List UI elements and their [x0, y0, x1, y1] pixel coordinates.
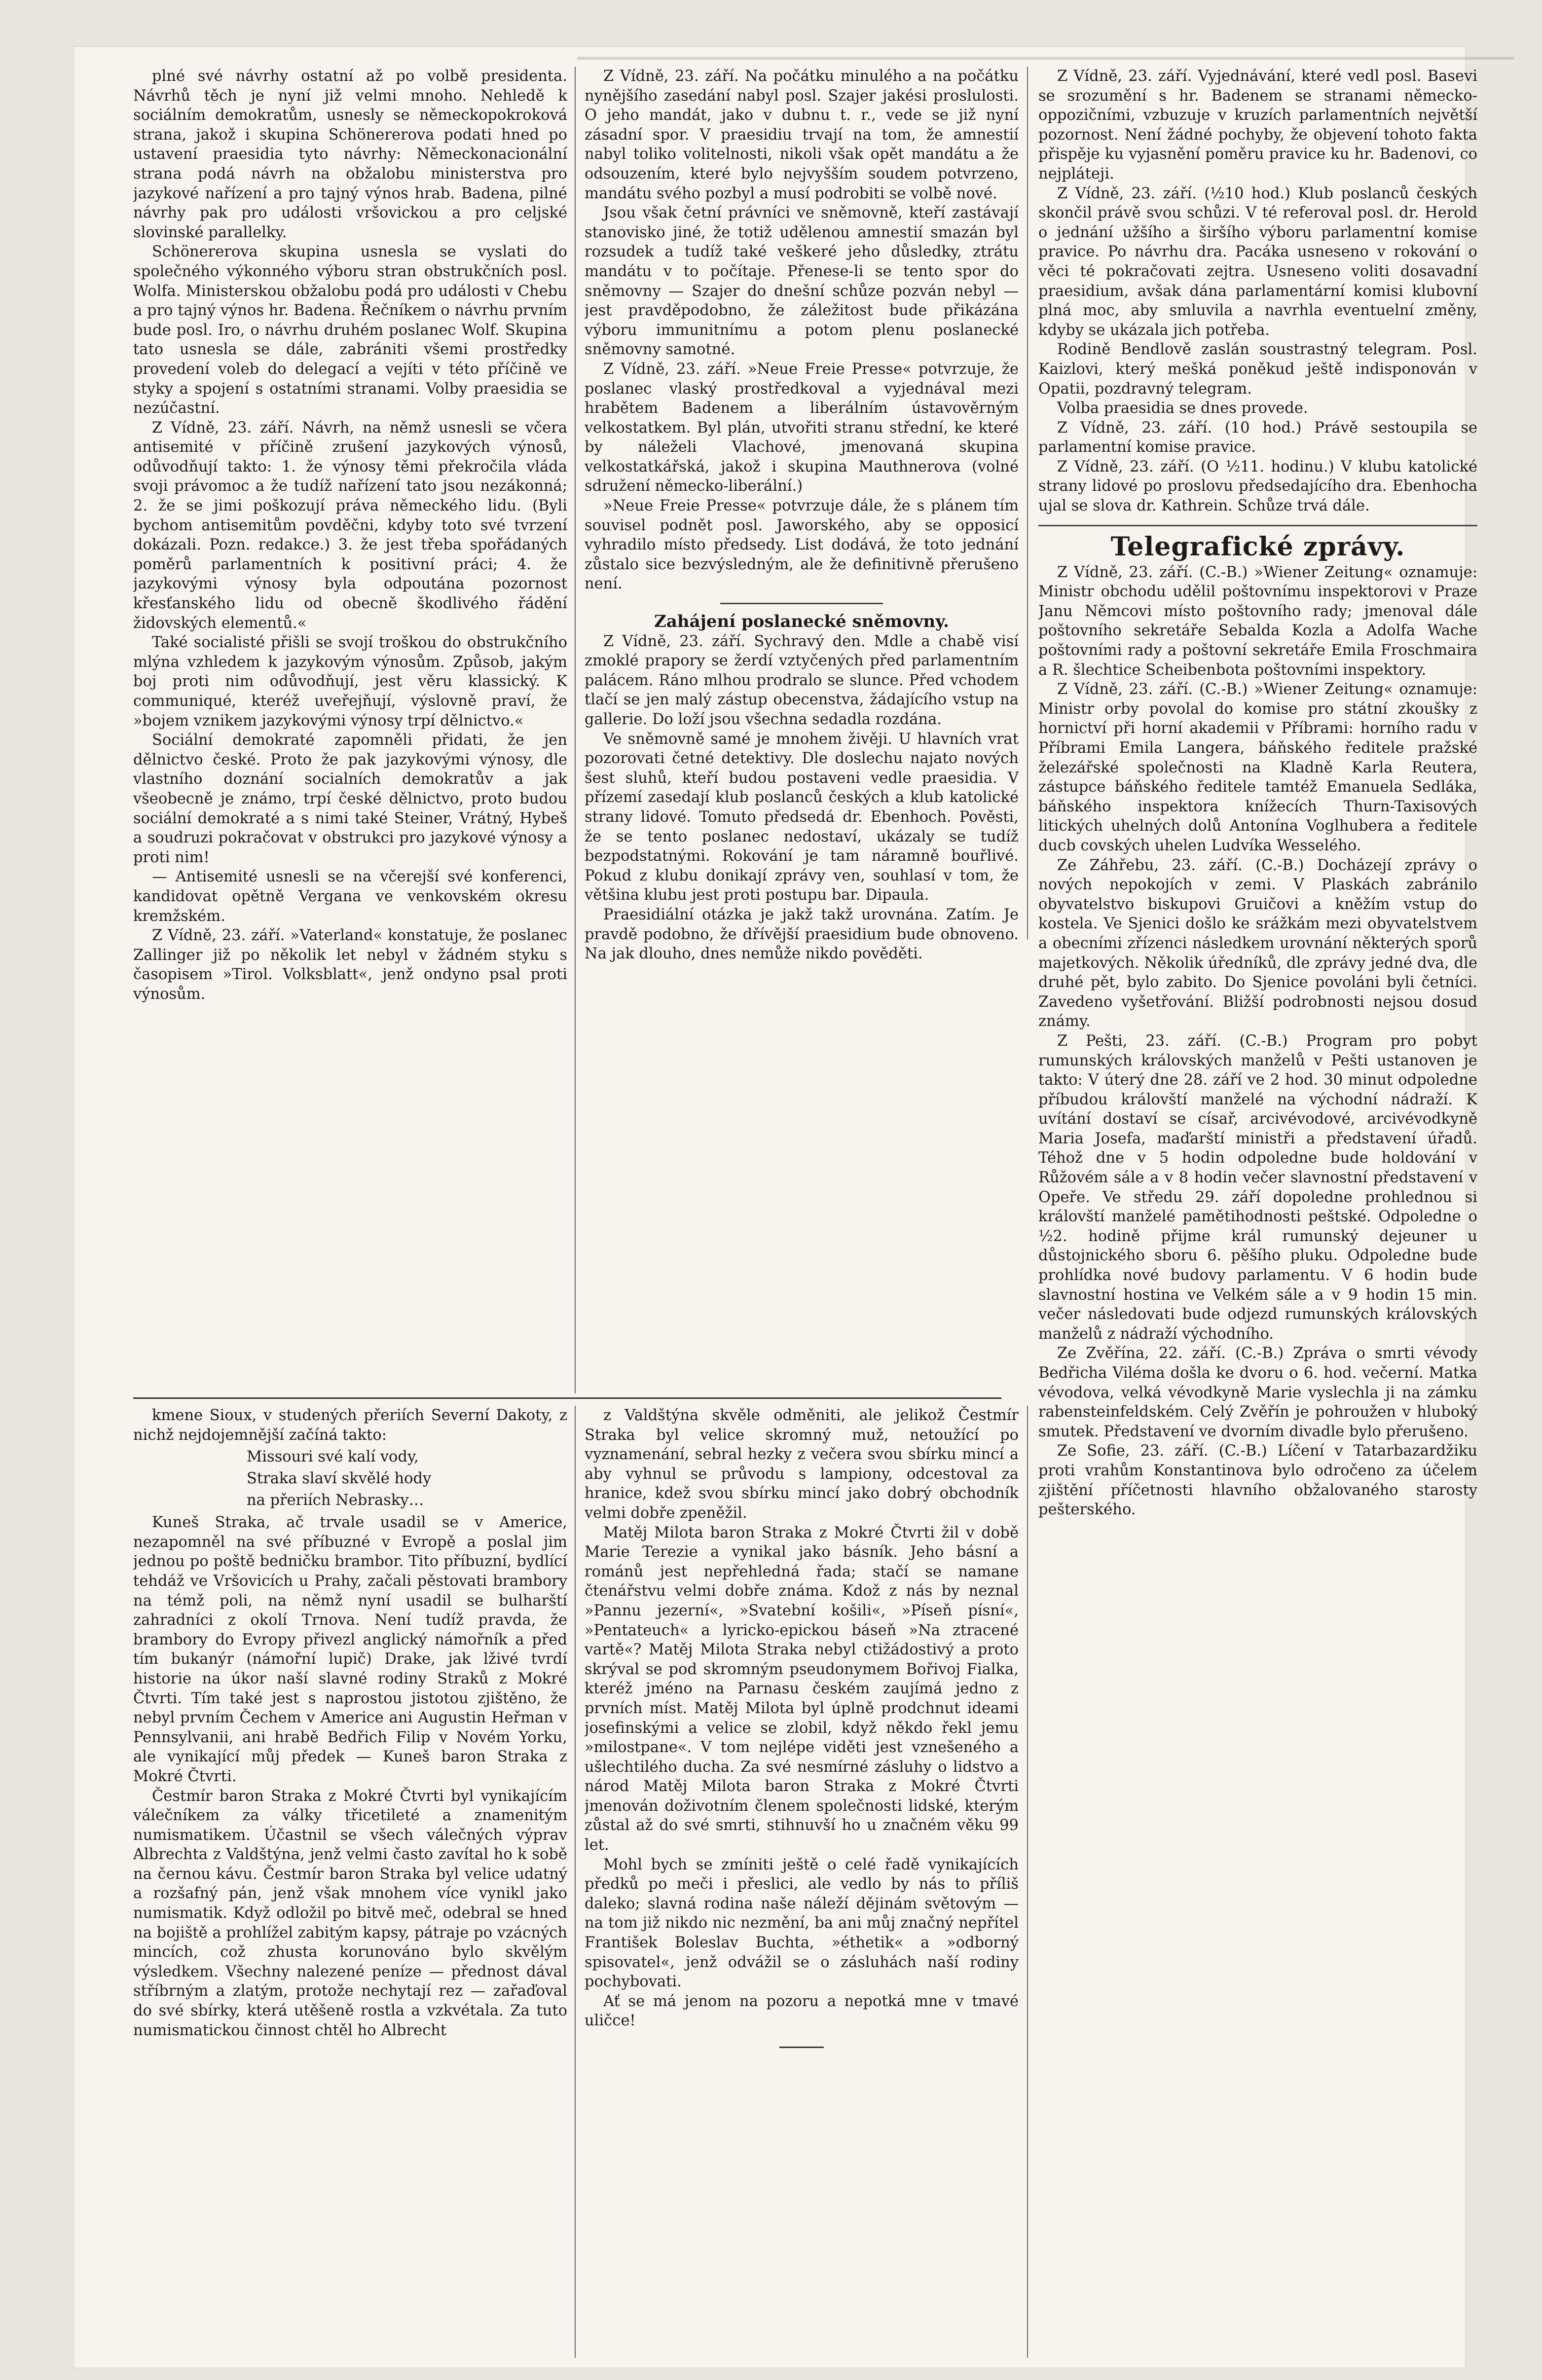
- feuilleton-divider: [133, 1397, 1001, 1399]
- article-paragraph: Sociální demokraté zapomněli přidati, že jen dělnictvo české. Proto že pak jazykovými výnosy, dle vlastního doznání socialních demokratův a jak všeobecně je známo, trpí české dělnictvo, proto budou sociální demokraté a s nimi také Steiner, Vrátný, Hybeš a soudruzi pokračovat v obstrukci pro jazykové výnosy a proti nim!: [133, 732, 567, 866]
- column-divider: [575, 67, 576, 1393]
- end-rule: [779, 2047, 824, 2048]
- telegraph-heading: Telegrafické zprávy.: [1110, 531, 1405, 562]
- article-paragraph: Z Vídně, 23. září. (½10 hod.) Klub poslanců českých skončil právě svou schůzi. V té referoval posl. dr. Herold o jednání užšího a širšího výboru parlamentní komise pravice. Po návrhu dra. Pacáka usneseno v rokování o věci té pokračovati zejtra. Usneseno voliti dosavadní praesidium, avšak dána parlamentární komisi klubovní plná moc, aby smluvila a navrhla eventuelní změny, kdyby se ukázala jich potřeba.: [1038, 184, 1477, 339]
- article-paragraph: Z Vídně, 23. září. »Vaterland« konstatuje, že poslanec Zallinger již po několik let nebyl v žádném styku s časopisem »Tirol. Volksblatt«, jenž ondyno psal proti výnosům.: [133, 927, 567, 1003]
- news-column-1: [133, 67, 567, 1004]
- article-paragraph: Matěj Milota baron Straka z Mokré Čtvrti žil v době Marie Terezie a vynikal jako básník. Jeho básní a románů jest nepřehledná řada; stačí se namane čtenářstvu velmi dobře známa. Kdož z nás by neznal »Pannu jezerní«, »Svatební košili«, »Píseň písní«, »Pentateuch« a lyricko-epickou báseň »Na ztracené vartě«? Matěj Milota Straka nebyl ctižádostivý a proto skrýval se pod skromným pseudonymem Bořivoj Fialka, kteréž jméno na Parnasu českém zaujímá jedno z prvních míst. Matěj Milota byl úplně prodchnut ideami josefinskými a velice se zlobil, když někdo řekl jemu »milostpane«. V tom nejlépe viděti jest vznešeného a ušlechtilého ducha. Za své nesmírné zásluhy o lidstvo a národ Matěj Milota baron Straka z Mokré Čtvrti jmenován doživotním členem společnosti lidské, kterým zůstal až do své smrti, stihnuvší ho u značném věku 99 let.: [585, 1524, 1019, 1854]
- section-rule: [1038, 525, 1477, 526]
- section-rule: [720, 603, 883, 604]
- article-paragraph: Praesidiální otázka je jakž takž urovnána. Zatím. Je pravdě podobno, že dřívější praesidium bude obnoveno. Na jak dlouho, dnes nemůže nikdo pověděti.: [585, 906, 1019, 963]
- article-paragraph: Také socialisté přišli se svojí troškou do obstrukčního mlýna vzhledem k jazykovým výnosům. Způsob, jakým boj proti nim odůvodňují, jest věru klassický. K communiqué, kteréž uveřejňují, výslovně praví, že »bojem vznikem jazykovými výnosy trpí dělnictvo.«: [133, 634, 567, 730]
- article-paragraph: Z Vídně, 23. září. (C.-B.) »Wiener Zeitung« oznamuje: Ministr obchodu udělil poštovnímu inspektorovi v Praze Janu Němcovi místo poštovního rady; jmenoval dále poštovního sekretáře Sebalda Kozla a Adolfa Wache poštovními rady a poštovní sekretáře Emila Froschmaira a R. šlechtice Scheibenbota poštovními inspektory.: [1038, 563, 1477, 679]
- article-paragraph: Z Vídně, 23. září. (10 hod.) Právě sestoupila se parlamentní komise pravice.: [1038, 419, 1477, 456]
- article-paragraph: Mohl bych se zmíniti ještě o celé řadě vynikajících předků po meči i přeslici, ale vedlo by nás to příliš daleko; slavná rodina naše náleží dějinám světovým — na tom již nikdo nic nezmění, ba ani můj značný nepřítel František Boleslav Buchta, »éthetik« a »odborný spisovatel«, jenž odvážil se o zásluhách naší rodiny pochybovati.: [585, 1856, 1019, 1991]
- article-paragraph: — Antisemité usnesli se na včerejší své konferenci, kandidovat opětně Vergana ve venkovském okresu kremžském.: [133, 868, 567, 925]
- article-paragraph: Z Pešti, 23. září. (C.-B.) Program pro pobyt rumunských královských manželů v Pešti ustanoven je takto: V úterý dne 28. září ve 2 hod. 30 minut odpoledne příbudou královští manželé na východní nádraží. K uvítání dostaví se císař, arcivévodové, arcivévodkyně Maria Josefa, maďarští ministři a představení úřadů. Téhož dne v 5 hodin odpoledne bude holdování v Růžovém sále a v 8 hodin večer slavnostní představení v Opeře. Ve středu 29. září dopoledne prohlednou si královští manželé pamětihodnosti peštské. Odpoledne o ½2. hodině přijme král rumunský dejeuner u důstojnického sboru 6. pěšího pluku. Odpoledne bude prohlídka nové budovy parlamentu. V 6 hodin bude slavnostní hostina ve Velkém sále a v 9 hodin 15 min. večer následovati bude odjezd rumunských královských manželů z nádraží východního.: [1038, 1032, 1477, 1343]
- article-paragraph: plné své návrhy ostatní až po volbě presidenta. Návrhů těch je nyní již velmi mnoho. Nehledě k sociálním demokratům, usnesly se německopokroková strana, jakož i skupina Schönererova podati hned po ustavení praesidia tyto návrhy: Německonacionální strana podá návrh na obžalobu ministerstva pro jazykové nařízení a pro tajný výnos hrab. Badena, pilné návrhy pak pro události vršovickou a pro celjské slovinské parallelky.: [133, 68, 567, 241]
- article-paragraph: Z Vídně, 23. září. Sychravý den. Mdle a chabě visí zmoklé prapory se žerdí vztyčených před parlamentním palácem. Ráno mlhou prodralo se slunce. Před vchodem tlačí se jen malý zástup obecenstva, žádajícího vstup na gallerie. Do loží jsou všechna sedadla rozdána.: [585, 632, 1019, 728]
- article-paragraph: Z Vídně, 23. září. Na počátku minulého a na počátku nynějšího zasedání nabyl posl. Szajer jakési proslulosti. O jeho mandát, jako v dubnu t. r., vede se již nyní zásadní spor. V praesidiu trvají na tom, že amnestií nabyl toliko volitelnosti, nikoli však opět mandátu a že odsouzením, které bylo nejvyšším soudem potvrzeno, mandátu svého pozbyl a musí podrobiti se volbě nové.: [585, 68, 1019, 202]
- article-paragraph: Jsou však četní právníci ve sněmovně, kteří zastávají stanovisko jiné, že totiž udělenou amnestií smazán byl rozsudek a tudíž také veškeré jeho důsledky, ztrátu mandátu v to počítaje. Přenese-li se tento spor do sněmovny — Szajer do dnešní schůze pozván nebyl — jest pravděpodobno, že záležitost bude přikázána výboru immunitnímu a potom plenu poslanecké sněmovny samotné.: [585, 204, 1019, 359]
- article-paragraph: Ať se má jenom na pozoru a nepotká mne v tmavé uličce!: [585, 1992, 1019, 2030]
- newspaper-page: [74, 47, 1477, 2368]
- article-paragraph: Ze Záhřebu, 23. září. (C.-B.) Docházejí zprávy o nových nepokojích v zemi. V Plaskách zabránilo obyvatelstvo biskupovi Gruičovi a kněžím vstup do kostela. Ve Sjenici došlo ke srážkám mezi obyvatelstvem a obecními zřízenci následkem urovnání některých sporů majetkových. Několik úředníků, dle zprávy jedné dva, dle druhé pět, bylo zabito. Do Sjenice povoláni byli četníci. Zavedeno vyšetřování. Bližší podrobnosti nejsou dosud známy.: [1038, 856, 1477, 1030]
- article-paragraph: Rodině Bendlově zaslán soustrastný telegram. Posl. Kaizlovi, který mešká poněkud ještě indisponován v Opatii, pozdravný telegram.: [1038, 341, 1477, 398]
- top-edge-mark: [577, 57, 1514, 60]
- article-paragraph: Schönererova skupina usnesla se vyslati do společného výkonného výboru stran obstrukčních posl. Wolfa. Ministerskou obžalobu podá pro události v Chebu a pro tajný výnos hr. Badena. Řečníkem o návrhu prvním bude posl. Iro, o návrhu druhém poslanec Wolf. Skupina tato usnesla se dále, zabrániti všemi prostředky provedení voleb do delegací a vejíti v této příčině ve styky a spojení s ostatními stranami. Volby praesidia se nezúčastní.: [133, 243, 567, 417]
- poem-line: na přeriích Nebrasky…: [247, 1492, 424, 1509]
- news-column-3: [1038, 67, 1477, 1520]
- article-paragraph: Ze Sofie, 23. září. (C.-B.) Líčení v Tatarbazardžiku proti vrahům Konstantinova bylo odročeno za účelem zjištění příčetnosti hlavního obžalovaného starosty pešterského.: [1038, 1442, 1477, 1519]
- poem-line: Missouri své kalí vody,: [247, 1448, 419, 1466]
- column-divider: [1027, 67, 1028, 940]
- article-paragraph: Z Vídně, 23. září. »Neue Freie Presse« potvrzuje, že poslanec vlaský prostředkoval a vyjednával mezi hrabětem Badenem a liberálním ústavověrným velkostatkem. Byl plán, utvořiti stranu střední, ke které by náleželi Vlachové, jmenovaná skupina velkostatkářská, jakož i skupina Mauthnerova (volné sdružení německo-liberální.): [585, 360, 1019, 495]
- article-paragraph: kmene Sioux, v studených přeriích Severní Dakoty, z nichž nejdojemnější začíná takto:: [133, 1407, 567, 1444]
- article-paragraph: z Valdštýna skvěle odměniti, ale jelikož Čestmír Straka byl velice skromný muž, netoužící po vyznamenání, sebral hezky z večera svou sbírku mincí a aby vyhnul se průvodu s lampiony, odcestoval za hranice, kdež svou sbírku mincí jako dobrý obchodník velmi dobře zpeněžil.: [585, 1407, 1019, 1522]
- article-paragraph: Ze Zvěřína, 22. září. (C.-B.) Zpráva o smrti vévody Bedřicha Viléma došla ke dvoru o 6. hod. večerní. Matka vévodova, velká vévodkyně Marie vyslechla ji na zámku rabensteinfeldském. Celý Zvěřín je pohroužen v hluboký smutek. Představení ve dvorním divadle bylo přerušeno.: [1038, 1345, 1477, 1440]
- article-paragraph: »Neue Freie Presse« potvrzuje dále, že s plánem tím souvisel podnět posl. Jaworského, aby se opposicí vyhradilo místo předsedy. List dodává, že toto jednání zůstalo sice bezvýsledným, ale že definitivně přerušeno není.: [585, 497, 1019, 593]
- article-paragraph: Z Vídně, 23. září. Návrh, na němž usnesli se včera antisemité v příčině zrušení jazykových výnosů, odůvodňují takto: 1. že výnosy těmi překročila vláda svoji právomoc a že tudíž nařízení tato jsou nezákonná; 2. že se jimi poškozují práva německého lidu. (Byli bychom antisemitům povděčni, kdyby toto své tvrzení dokázali. Pozn. redakce.) 3. že jest třeba spořádaných poměrů parlamentních k positivní práci; 4. že jazykovými výnosy byla odpoutána pozornost křesťanského lidu od obecně škodlivého řádění židovských elementů.«: [133, 419, 567, 632]
- end-mark: [585, 2037, 1019, 2056]
- news-column-2: [585, 67, 1019, 964]
- article-paragraph: Ve sněmovně samé je mnohem živěji. U hlavních vrat pozorovati četné detektivy. Dle doslechu najato nových šest sluhů, kteří budou postaveni vedle praesidia. V přízemí zasedají klub poslanců českých a klub katolické strany lidové. Tomuto předsedá dr. Ebenhoch. Pověsti, že se tento poslanec nedostaví, ukázaly se tudíž bezpodstatnými. Rokování je tam náramně bouřlivé. Pokud z klubu donikají zprávy ven, souhlasí v tom, že většina klubu jest proti postupu bar. Dipaula.: [585, 730, 1019, 904]
- article-paragraph: Čestmír baron Straka z Mokré Čtvrti byl vynikajícím válečníkem za války třicetileté a znamenitým numismatikem. Účastnil se všech válečných výprav Albrechta z Valdštýna, jenž velmi často zavítal ho k sobě na černou kávu. Čestmír baron Straka byl velice udatný a rozšafný pán, jenž však mnohem více vynikl jako numismatik. Když odložil po bitvě meč, odebral se hned na bojiště a prohlížel zabitým kapsy, pátraje po vzácných mincích, což zhusta korunováno bylo skvělým výsledkem. Všechny nalezené peníze — přednost dával stříbrným a zlatým, protože nechytají rez — zařaďoval do své sbírky, která utěšeně rostla a vzkvétala. Za tuto numismatickou činnost chtěl ho Albrecht: [133, 1787, 567, 2039]
- article-paragraph: Z Vídně, 23. září. (C.-B.) »Wiener Zeitung« oznamuje: Ministr orby povolal do komise pro státní zkoušky z hornictví při horní akademii v Příbrami: horního radu v Příbrami Emila Langera, báňského ředitele pražské železářské společnosti na Kladně Karla Reutera, zástupce báňského ředitele tamtéž Emanuela Sedláka, báňského inspektora knížecích Thurn-Taxisových litických uhelných dolů Antonína Voglhubera a ředitele ducb covských uhelen Ludvíka Wesselého.: [1038, 681, 1477, 854]
- article-paragraph: Kuneš Straka, ač trvale usadil se v Americe, nezapomněl na své příbuzné v Evropě a poslal jim jednou po poště bedničku brambor. Tito příbuzní, bydlící tehdáž ve Vršovicích u Prahy, začali pěstovati brambory na témž poli, na němž nyní usadil se bulharští zahradníci z okolí Trnova. Není tudíž pravda, že brambory do Evropy přivezl anglický námořník a před tím bukanýr (námořní lupič) Drake, jak lživé tvrdí historie na úkor naší slavné rodiny Straků z Mokré Čtvrti. Tím také jest s naprostou jistotou zjištěno, že nebyl prvním Čechem v Americe ani Augustin Heřman v Pennsylvanii, ani hrabě Bedřich Filip v Novém Yorku, ale vynikající můj předek — Kuneš baron Straka z Mokré Čtvrti.: [133, 1514, 567, 1785]
- feuilleton-column-2: [585, 1406, 1019, 2056]
- article-paragraph: Volba praesidia se dnes provede.: [1057, 400, 1308, 417]
- feuilleton-column-1: [133, 1406, 567, 2040]
- column-divider: [1027, 1406, 1028, 2358]
- poem-line: Straka slaví skvělé hody: [247, 1470, 432, 1488]
- column-divider: [575, 1406, 576, 2358]
- article-paragraph: Z Vídně, 23. září. Vyjednávání, které vedl posl. Basevi se srozumění s hr. Badenem se stranami německo-oppozičními, vzbuzuje v kruzích parlamentních největší pozornost. Není žádné pochyby, že objevení tohoto fakta přispěje ku vyjasnění poměru pravice ku hr. Badenovi, co nejpláteji.: [1038, 68, 1477, 183]
- section-heading: Zahájení poslanecké sněmovny.: [654, 612, 949, 632]
- article-paragraph: Z Vídně, 23. září. (O ½11. hodinu.) V klubu katolické strany lidové po proslovu předsedajícího dra. Ebenhocha ujal se slova dr. Kathrein. Schůze trvá dále.: [1038, 458, 1477, 515]
- feuilleton-section: [133, 1406, 1480, 2363]
